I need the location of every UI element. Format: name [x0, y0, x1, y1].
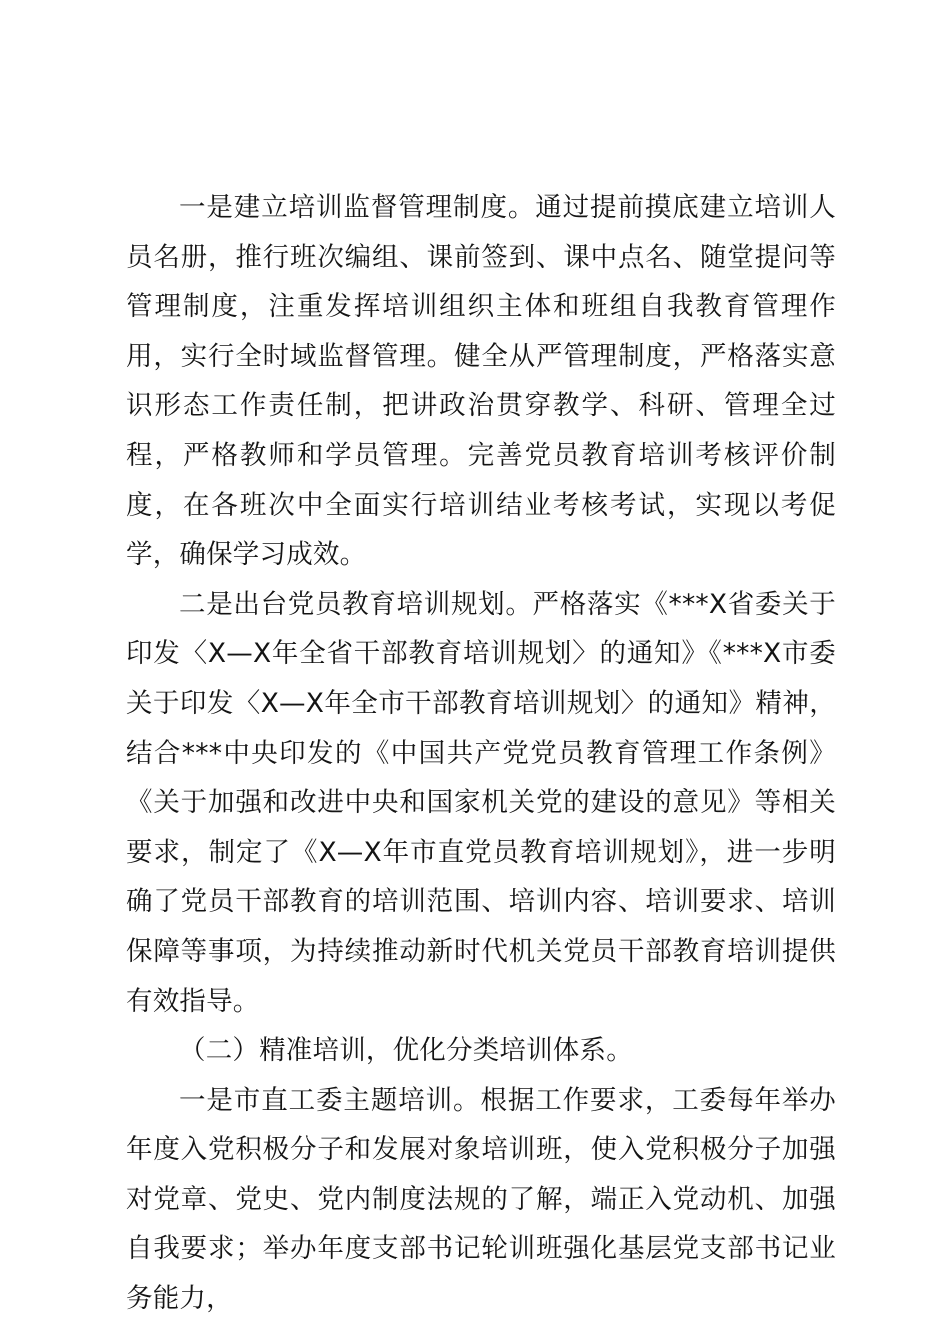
- paragraph-training-plan: 二是出台党员教育培训规划。严格落实《***X省委关于印发〈X—X年全省干部教育培训规划〉的通知》《***X市委关于印发〈X—X年全市干部教育培训规划〉的通知》精神，结合***中央印发的《中国共产党党员教育管理工作条例》《关于加强和改进中央和国家机关党的建设的意见》等相关要求，制定了《X—X年市直党员教育培训规划》，进一步明确了党员干部教育的培训范围、培训内容、培训要求、培训保障等事项，为持续推动新时代机关党员干部教育培训提供有效指导。: [126, 588, 836, 1017]
- paragraph-theme-training: 一是市直工委主题培训。根据工作要求，工委每年举办年度入党积极分子和发展对象培训班，使入党积极分子加强对党章、党史、党内制度法规的了解，端正入党动机、加强自我要求；举办年度支部书记轮训班强化基层党支部书记业务能力，: [126, 1084, 836, 1315]
- section-heading-precise-training: （二）精准培训，优化分类培训体系。: [179, 1035, 633, 1067]
- paragraph-training-supervision: 一是建立培训监督管理制度。通过提前摸底建立培训人员名册，推行班次编组、课前签到、课中点名、随堂提问等管理制度，注重发挥培训组织主体和班组自我教育管理作用，实行全时域监督管理。健全从严管理制度，严格落实意识形态工作责任制，把讲政治贯穿教学、科研、管理全过程，严格教师和学员管理。完善党员教育培训考核评价制度，在各班次中全面实行培训结业考核考试，实现以考促学，确保学习成效。: [126, 192, 836, 571]
- document-body: [126, 183, 836, 1324]
